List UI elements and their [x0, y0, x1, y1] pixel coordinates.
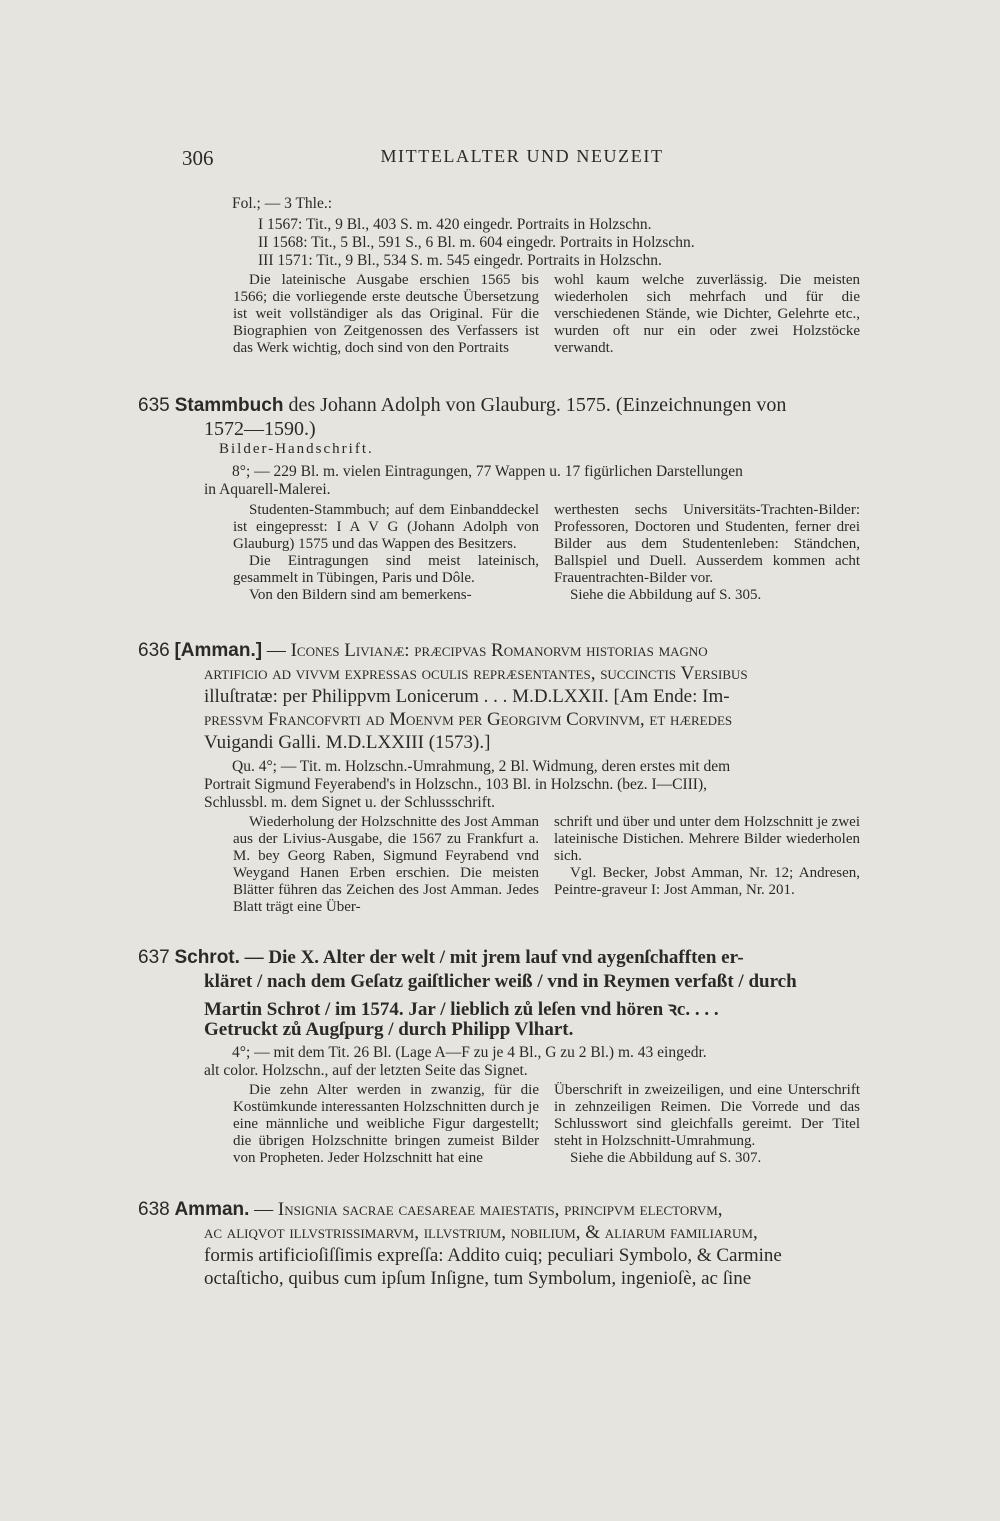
entry-title-line: illuſtratæ: per Philippvm Lonicerum . . . M.D.LXXII. [Am Ende: Im-	[204, 686, 730, 707]
description-line: Qu. 4°; — Tit. m. Holzschn.-Umrahmung, 2 Bl. Widmung, deren erstes mit dem	[232, 758, 731, 775]
entry-title-text: — Icones Livianæ: præcipvas Romanorvm historias magno	[262, 640, 708, 661]
entry-title-text: des Johann Adolph von Glauburg. 1575. (Einzeichnungen von	[283, 394, 787, 416]
note-paragraph: Überschrift in zweizeiligen, und eine Unterschrift in zehnzeiligen Reimen. Die Vorrede und das Schlusswort sind gleichfalls gereimt. Der Titel steht in Holzschnitt-Umrahmung.	[554, 1082, 860, 1149]
note-paragraph: Vgl. Becker, Jobst Amman, Nr. 12; Andresen, Peintre-graveur I: Jost Amman, Nr. 201.	[554, 865, 860, 898]
note-right-column	[554, 814, 860, 899]
entry-title-text: — Die X. Alter der welt / mit jrem lauf vnd aygenſchafften er-	[239, 947, 744, 968]
entry-title	[138, 640, 708, 662]
entry-title-line: artificio ad vivvm expresſas oculis repræſentantes, ſuccinctis Verſibus	[204, 663, 748, 684]
description-line: Schlussbl. m. dem Signet u. der Schlussschrift.	[204, 794, 496, 811]
note-paragraph: wohl kaum welche zuverlässig. Die meisten wiederholen sich mehrfach und für die verschiedenen Stände, wie Dichter, Gelehrte etc., wurden oft nur ein oder zwei Holzstöcke verwandt.	[554, 272, 860, 356]
entry-keyword: Stammbuch	[174, 395, 284, 416]
note-right-column	[554, 1082, 860, 1167]
entry-title-line: kläret / nach dem Geſatz gaiſtlicher weiß / vnd in Reymen verfaßt / durch	[204, 971, 797, 992]
note-paragraph: Die zehn Alter werden in zwanzig, für die Kostümkunde interessanten Holzschnitten durch je eine männliche und weibliche Figur dargestellt; die übrigen Holzschnitte bringen zumeist Bilder von Propheten. Jeder Holzschnitt hat eine	[233, 1082, 539, 1166]
description-line: Portrait Sigmund Feyerabend's in Holzschn., 103 Bl. in Holzschn. (bez. I—CIII),	[204, 776, 708, 793]
collation-line: I 1567: Tit., 9 Bl., 403 S. m. 420 eingedr. Portraits in Holzschn.	[258, 216, 652, 233]
entry-number: 637	[138, 947, 170, 968]
entry-title-line: Vuigandi Galli. M.D.LXXIII (1573).]	[204, 732, 491, 753]
entry-title	[138, 394, 786, 417]
entry-number: 638	[138, 1199, 170, 1220]
note-paragraph: Die Eintragungen sind meist lateinisch, gesammelt in Tübingen, Paris und Dôle.	[233, 553, 539, 586]
note-right-column	[554, 502, 860, 604]
note-left-column	[233, 1082, 539, 1167]
collation-line: III 1571: Tit., 9 Bl., 534 S. m. 545 eingedr. Portraits in Holzschn.	[258, 252, 662, 269]
note-paragraph: Wiederholung der Holzschnitte des Jost Amman aus der Livius-Ausgabe, die 1567 zu Frankfurt a. M. bey Georg Raben, Sigmund Feyrabend vnd Weygand Hanen Erben erschien. Die meisten Blätter führen das Zeichen des Jost Amman. Jedes Blatt trägt eine Über-	[233, 814, 539, 915]
note-paragraph: Die lateinische Ausgabe erschien 1565 bis 1566; die vorliegende erste deutsche Übersetzung ist weit vollständiger als das Original. Für die Biographien von Zeitgenossen des Verfassers ist das Werk wichtig, doch sind von den Portraits	[233, 272, 539, 356]
description-line: 4°; — mit dem Tit. 26 Bl. (Lage A—F zu je 4 Bl., G zu 2 Bl.) m. 43 eingedr.	[232, 1044, 707, 1061]
collation-line: II 1568: Tit., 5 Bl., 591 S., 6 Bl. m. 604 eingedr. Portraits in Holzschn.	[258, 234, 695, 251]
note-paragraph: Siehe die Abbildung auf S. 305.	[570, 587, 762, 603]
description-line: alt color. Holzschn., auf der letzten Seite das Signet.	[204, 1062, 528, 1079]
note-left-column	[233, 814, 539, 916]
entry-keyword: [Amman.]	[174, 640, 263, 661]
entry-number: 635	[138, 395, 170, 416]
entry-title-line: pressvm Francofvrti ad Moenvm per Georgivm Corvinvm, et hæredes	[204, 709, 733, 730]
description-line: 8°; — 229 Bl. m. vielen Eintragungen, 77 Wappen u. 17 figürlichen Darstellungen	[232, 463, 743, 480]
entry-title	[138, 1199, 723, 1221]
entry-title-line: octaſticho, quibus cum ipſum Inſigne, tum Symbolum, ingenioſè, ac ſine	[204, 1268, 752, 1289]
description-line: in Aquarell-Malerei.	[204, 481, 331, 498]
note-paragraph: Studenten-Stammbuch; auf dem Einbanddeckel ist eingepresst: I A V G (Johann Adolph von Glauburg) 1575 und das Wappen des Besitzers.	[233, 502, 539, 552]
note-paragraph: werthesten sechs Universitäts-Trachten-Bilder: Professoren, Doctoren und Studenten, ferner drei Bilder aus dem Studentenleben: Ständchen, Ballspiel und Duell. Ausserdem kommen acht Frauentrachten-Bilder vor.	[554, 502, 860, 586]
note-right-column	[554, 272, 860, 357]
entry-number: 636	[138, 640, 170, 661]
running-title: MITTELALTER UND NEUZEIT	[380, 146, 664, 166]
entry-title-line: ac aliqvot illvstrissimarvm, illvſtrium, nobilium, & aliarum familiarum,	[204, 1222, 758, 1243]
page-header	[182, 146, 862, 172]
collation-line: Fol.; — 3 Thle.:	[232, 195, 333, 212]
entry-keyword: Schrot.	[174, 947, 240, 968]
entry-title-text: — Insignia sacrae caesareae maiestatis, principvm electorvm,	[249, 1199, 723, 1220]
note-paragraph: Von den Bildern sind am bemerkens-	[249, 587, 472, 603]
entry-subtitle: Bilder-Handschrift.	[219, 441, 374, 457]
page-number: 306	[182, 146, 214, 170]
note-left-column	[233, 502, 539, 604]
note-left-column	[233, 272, 539, 357]
entry-title-line: Martin Schrot / im 1574. Jar / lieblich zů leſen vnd hören ꝛc. . . .	[204, 999, 719, 1020]
entry-title-line: 1572—1590.)	[204, 418, 316, 440]
entry-title-line: Getruckt zů Augſpurg / durch Philipp Vlhart.	[204, 1019, 574, 1040]
entry-title	[138, 947, 744, 969]
note-paragraph: schrift und über und unter dem Holzschnitt je zwei lateinische Distichen. Mehrere Bilder wiederholen sich.	[554, 814, 860, 864]
note-paragraph: Siehe die Abbildung auf S. 307.	[570, 1150, 762, 1166]
entry-title-line: formis artificioſiſſimis expreſſa: Addito cuiq; peculiari Symbolo, & Carmine	[204, 1245, 782, 1266]
entry-keyword: Amman.	[174, 1199, 250, 1220]
